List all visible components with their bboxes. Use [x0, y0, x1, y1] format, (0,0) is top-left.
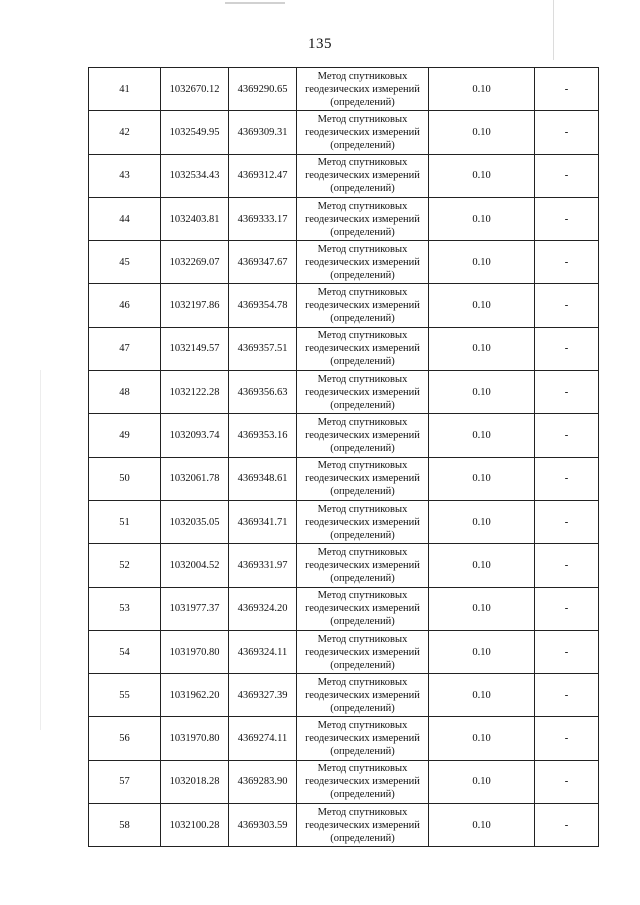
point-number-cell: 54 — [89, 630, 161, 673]
extra-cell: - — [535, 717, 599, 760]
accuracy-cell: 0.10 — [429, 284, 535, 327]
point-number-cell: 56 — [89, 717, 161, 760]
method-text-line: Метод спутниковых — [317, 70, 408, 82]
table-row — [89, 284, 599, 327]
method-text-line: Метод спутниковых — [317, 676, 408, 688]
point-number-cell: 57 — [89, 760, 161, 803]
method-cell — [297, 804, 429, 847]
coordinates-table — [88, 67, 599, 847]
x-coordinate-cell: 1032534.43 — [161, 154, 229, 197]
method-text-line: Метод спутниковых — [317, 460, 408, 472]
extra-cell: - — [535, 674, 599, 717]
accuracy-cell: 0.10 — [429, 327, 535, 370]
method-text-line: (определений) — [330, 572, 395, 584]
method-text-line: (определений) — [330, 399, 395, 411]
method-cell — [297, 284, 429, 327]
x-coordinate-cell: 1032149.57 — [161, 327, 229, 370]
method-text-line: (определений) — [330, 183, 395, 195]
method-text-line: геодезических измерений — [305, 256, 420, 268]
point-number-cell: 48 — [89, 371, 161, 414]
method-cell — [297, 760, 429, 803]
table-row — [89, 500, 599, 543]
y-coordinate-cell: 4369290.65 — [229, 68, 297, 111]
extra-cell: - — [535, 111, 599, 154]
method-text-line: геодезических измерений — [305, 126, 420, 138]
table-row — [89, 327, 599, 370]
method-text-line: Метод спутниковых — [317, 503, 408, 515]
accuracy-cell: 0.10 — [429, 500, 535, 543]
y-coordinate-cell: 4369283.90 — [229, 760, 297, 803]
point-number-cell: 45 — [89, 241, 161, 284]
x-coordinate-cell: 1032100.28 — [161, 804, 229, 847]
method-cell — [297, 717, 429, 760]
point-number-cell: 47 — [89, 327, 161, 370]
table-row — [89, 717, 599, 760]
table-row — [89, 241, 599, 284]
y-coordinate-cell: 4369348.61 — [229, 457, 297, 500]
method-text-line: геодезических измерений — [305, 689, 420, 701]
accuracy-cell: 0.10 — [429, 717, 535, 760]
method-text-line: Метод спутниковых — [317, 633, 408, 645]
table-row — [89, 544, 599, 587]
extra-cell: - — [535, 587, 599, 630]
method-text-line: Метод спутниковых — [317, 806, 408, 818]
method-text-line: Метод спутниковых — [317, 243, 408, 255]
table-row — [89, 804, 599, 847]
x-coordinate-cell: 1032061.78 — [161, 457, 229, 500]
x-coordinate-cell: 1032018.28 — [161, 760, 229, 803]
point-number-cell: 51 — [89, 500, 161, 543]
extra-cell: - — [535, 371, 599, 414]
method-text-line: геодезических измерений — [305, 559, 420, 571]
x-coordinate-cell: 1032004.52 — [161, 544, 229, 587]
y-coordinate-cell: 4369354.78 — [229, 284, 297, 327]
point-number-cell: 58 — [89, 804, 161, 847]
method-text-line: Метод спутниковых — [317, 763, 408, 775]
table-row — [89, 587, 599, 630]
accuracy-cell: 0.10 — [429, 371, 535, 414]
extra-cell: - — [535, 197, 599, 240]
method-cell — [297, 544, 429, 587]
extra-cell: - — [535, 284, 599, 327]
table-row — [89, 630, 599, 673]
method-text-line: (определений) — [330, 313, 395, 325]
method-text-line: (определений) — [330, 702, 395, 714]
extra-cell: - — [535, 68, 599, 111]
method-text-line: (определений) — [330, 356, 395, 368]
method-text-line: геодезических измерений — [305, 213, 420, 225]
accuracy-cell: 0.10 — [429, 587, 535, 630]
method-text-line: геодезических измерений — [305, 83, 420, 95]
accuracy-cell: 0.10 — [429, 197, 535, 240]
method-cell — [297, 630, 429, 673]
x-coordinate-cell: 1032403.81 — [161, 197, 229, 240]
accuracy-cell: 0.10 — [429, 804, 535, 847]
table-body — [89, 68, 599, 847]
scan-artifact-top — [225, 2, 285, 4]
method-text-line: (определений) — [330, 139, 395, 151]
method-text-line: (определений) — [330, 443, 395, 455]
extra-cell: - — [535, 760, 599, 803]
x-coordinate-cell: 1032549.95 — [161, 111, 229, 154]
accuracy-cell: 0.10 — [429, 154, 535, 197]
method-text-line: геодезических измерений — [305, 386, 420, 398]
point-number-cell: 41 — [89, 68, 161, 111]
method-cell — [297, 414, 429, 457]
method-text-line: геодезических измерений — [305, 170, 420, 182]
accuracy-cell: 0.10 — [429, 630, 535, 673]
accuracy-cell: 0.10 — [429, 674, 535, 717]
accuracy-cell: 0.10 — [429, 544, 535, 587]
scan-artifact-left-line — [40, 370, 41, 730]
point-number-cell: 46 — [89, 284, 161, 327]
method-cell — [297, 154, 429, 197]
method-cell — [297, 241, 429, 284]
accuracy-cell: 0.10 — [429, 760, 535, 803]
table-row — [89, 154, 599, 197]
table-row — [89, 68, 599, 111]
y-coordinate-cell: 4369333.17 — [229, 197, 297, 240]
method-text-line: геодезических измерений — [305, 819, 420, 831]
x-coordinate-cell: 1031962.20 — [161, 674, 229, 717]
x-coordinate-cell: 1031977.37 — [161, 587, 229, 630]
table-row — [89, 197, 599, 240]
point-number-cell: 49 — [89, 414, 161, 457]
method-text-line: Метод спутниковых — [317, 373, 408, 385]
method-cell — [297, 500, 429, 543]
extra-cell: - — [535, 804, 599, 847]
x-coordinate-cell: 1031970.80 — [161, 630, 229, 673]
method-text-line: Метод спутниковых — [317, 157, 408, 169]
method-text-line: (определений) — [330, 486, 395, 498]
method-cell — [297, 111, 429, 154]
method-text-line: (определений) — [330, 616, 395, 628]
table-row — [89, 414, 599, 457]
method-text-line: Метод спутниковых — [317, 590, 408, 602]
point-number-cell: 43 — [89, 154, 161, 197]
x-coordinate-cell: 1032122.28 — [161, 371, 229, 414]
method-text-line: Метод спутниковых — [317, 200, 408, 212]
y-coordinate-cell: 4369309.31 — [229, 111, 297, 154]
point-number-cell: 50 — [89, 457, 161, 500]
y-coordinate-cell: 4369312.47 — [229, 154, 297, 197]
x-coordinate-cell: 1031970.80 — [161, 717, 229, 760]
method-text-line: геодезических измерений — [305, 473, 420, 485]
method-cell — [297, 327, 429, 370]
method-cell — [297, 674, 429, 717]
method-text-line: (определений) — [330, 226, 395, 238]
accuracy-cell: 0.10 — [429, 241, 535, 284]
extra-cell: - — [535, 500, 599, 543]
page-number: 135 — [308, 36, 332, 52]
y-coordinate-cell: 4369331.97 — [229, 544, 297, 587]
method-cell — [297, 587, 429, 630]
x-coordinate-cell: 1032093.74 — [161, 414, 229, 457]
point-number-cell: 53 — [89, 587, 161, 630]
table-row — [89, 371, 599, 414]
extra-cell: - — [535, 241, 599, 284]
extra-cell: - — [535, 414, 599, 457]
y-coordinate-cell: 4369353.16 — [229, 414, 297, 457]
method-text-line: (определений) — [330, 746, 395, 758]
x-coordinate-cell: 1032197.86 — [161, 284, 229, 327]
method-text-line: (определений) — [330, 659, 395, 671]
y-coordinate-cell: 4369357.51 — [229, 327, 297, 370]
method-text-line: Метод спутниковых — [317, 720, 408, 732]
method-text-line: геодезических измерений — [305, 603, 420, 615]
x-coordinate-cell: 1032269.07 — [161, 241, 229, 284]
y-coordinate-cell: 4369347.67 — [229, 241, 297, 284]
method-text-line: геодезических измерений — [305, 776, 420, 788]
method-text-line: геодезических измерений — [305, 646, 420, 658]
method-cell — [297, 457, 429, 500]
accuracy-cell: 0.10 — [429, 111, 535, 154]
x-coordinate-cell: 1032670.12 — [161, 68, 229, 111]
method-text-line: Метод спутниковых — [317, 287, 408, 299]
y-coordinate-cell: 4369324.11 — [229, 630, 297, 673]
method-cell — [297, 197, 429, 240]
method-text-line: (определений) — [330, 96, 395, 108]
y-coordinate-cell: 4369324.20 — [229, 587, 297, 630]
method-text-line: (определений) — [330, 269, 395, 281]
accuracy-cell: 0.10 — [429, 414, 535, 457]
extra-cell: - — [535, 154, 599, 197]
point-number-cell: 42 — [89, 111, 161, 154]
y-coordinate-cell: 4369303.59 — [229, 804, 297, 847]
method-text-line: Метод спутниковых — [317, 330, 408, 342]
table-row — [89, 674, 599, 717]
method-text-line: (определений) — [330, 529, 395, 541]
point-number-cell: 52 — [89, 544, 161, 587]
table-row — [89, 111, 599, 154]
y-coordinate-cell: 4369341.71 — [229, 500, 297, 543]
x-coordinate-cell: 1032035.05 — [161, 500, 229, 543]
extra-cell: - — [535, 327, 599, 370]
extra-cell: - — [535, 630, 599, 673]
method-text-line: (определений) — [330, 832, 395, 844]
method-text-line: геодезических измерений — [305, 300, 420, 312]
accuracy-cell: 0.10 — [429, 68, 535, 111]
extra-cell: - — [535, 457, 599, 500]
point-number-cell: 44 — [89, 197, 161, 240]
table-row — [89, 760, 599, 803]
y-coordinate-cell: 4369274.11 — [229, 717, 297, 760]
method-cell — [297, 68, 429, 111]
table-row — [89, 457, 599, 500]
accuracy-cell: 0.10 — [429, 457, 535, 500]
method-text-line: геодезических измерений — [305, 733, 420, 745]
method-text-line: Метод спутниковых — [317, 546, 408, 558]
extra-cell: - — [535, 544, 599, 587]
method-text-line: геодезических измерений — [305, 430, 420, 442]
method-text-line: (определений) — [330, 789, 395, 801]
method-text-line: Метод спутниковых — [317, 417, 408, 429]
point-number-cell: 55 — [89, 674, 161, 717]
y-coordinate-cell: 4369356.63 — [229, 371, 297, 414]
method-text-line: геодезических измерений — [305, 343, 420, 355]
method-text-line: Метод спутниковых — [317, 113, 408, 125]
method-cell — [297, 371, 429, 414]
y-coordinate-cell: 4369327.39 — [229, 674, 297, 717]
method-text-line: геодезических измерений — [305, 516, 420, 528]
